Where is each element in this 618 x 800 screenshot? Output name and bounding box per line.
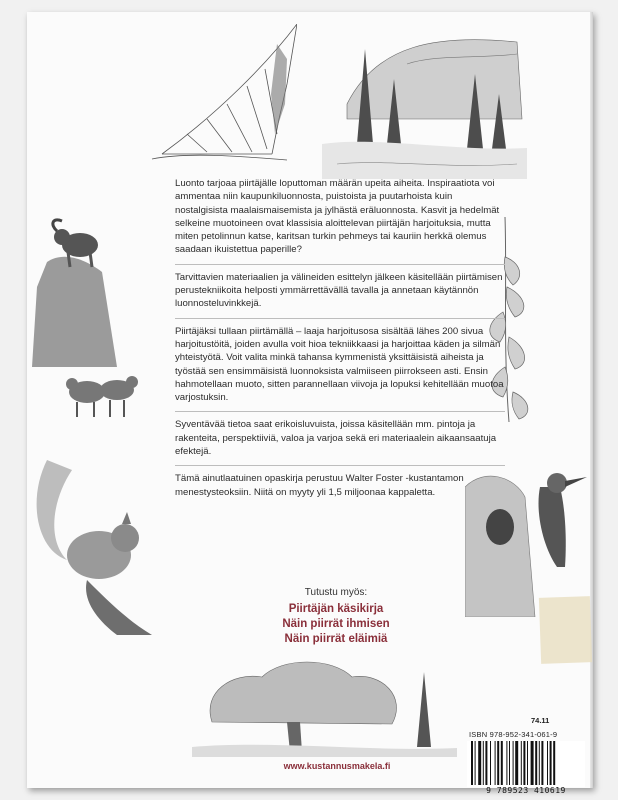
related-book-title: Piirtäjän käsikirja [288, 603, 384, 615]
related-book-title: Näin piirrät ihmisen [282, 618, 390, 630]
back-cover-text [175, 177, 505, 506]
ram-on-rocks-sketch [32, 217, 132, 367]
barcode [467, 741, 585, 787]
rock-spire-sketch [147, 24, 297, 169]
publisher-website[interactable]: www.kustannusmakela.fi [283, 761, 391, 771]
squirrel-sketch [27, 460, 152, 635]
body-paragraph: Syventävää tietoa saat erikoisluvuista, joissa käsitellään mm. pintoja ja rakenteita, perspektiiviä, valoa ja varjoa sekä eri materiaalein aikaansaatuja efektejä. [175, 412, 505, 466]
price-sticker-residue [539, 596, 592, 664]
related-book-title: Näin piirrät eläimiä [284, 633, 388, 645]
barcode-digits: 9 789523 410619 [486, 786, 566, 795]
product-code: 74.11 [531, 716, 550, 725]
isbn-label: ISBN 978-952-341-061-9 [469, 730, 558, 739]
cover-edge [590, 12, 593, 788]
forest-cliff-sketch [317, 24, 527, 179]
tree-landscape-sketch [192, 652, 457, 757]
body-paragraph: Luonto tarjoaa piirtäjälle loputtoman määrän upeita aiheita. Inspiraatiota voi ammentaa niin kaupunkiluonnosta, puistoista ja puutarhoista kuin nostalgisista maalaismaisemista ja jylhästä eräluonnosta. Kasvit ja hedelmät selkeine muotoineen ovat klassisia aloittelevan piirtäjän harjoituksia, mutta miten petolinnun katse, karitsan turkin pehmeys tai kauriin herkkä olemus saadaan ikuistettua paperille? [175, 177, 505, 265]
two-rams-sketch [62, 362, 142, 422]
body-paragraph: Tämä ainutlaatuinen opaskirja perustuu Walter Foster -kustantamon menestysteoksiin. Niitä on myyty yli 1,5 miljoonaa kappaletta. [175, 473, 464, 498]
body-paragraph: Piirtäjäksi tullaan piirtämällä – laaja harjoitusosa sisältää lähes 200 sivua harjoitustöitä, joiden avulla voit hioa tekniikkaasi ja harjoittaa käden ja silmän yhteistyötä. Voit valita minkä tahansa kymmenistä yksittäisistä aiheista ja työstää sen ensimmäisistä luonnoksista valmiiseen piirrokseen asti. Ensin hahmotellaan muoto, sitten parannellaan viivoja ja lopuksi kehitellään muotoa varjostuksin. [175, 319, 505, 413]
see-also-section [177, 587, 495, 647]
body-paragraph: Tarvittavien materiaalien ja välineiden esittelyn jälkeen käsitellään piirtämisen perustekniikoita helposti ymmärrettävällä tavalla ja annetaan käytännön luonnosteluvinkkejä. [175, 265, 505, 319]
see-also-lead: Tutustu myös: [304, 587, 368, 598]
book-back-cover [27, 12, 593, 795]
